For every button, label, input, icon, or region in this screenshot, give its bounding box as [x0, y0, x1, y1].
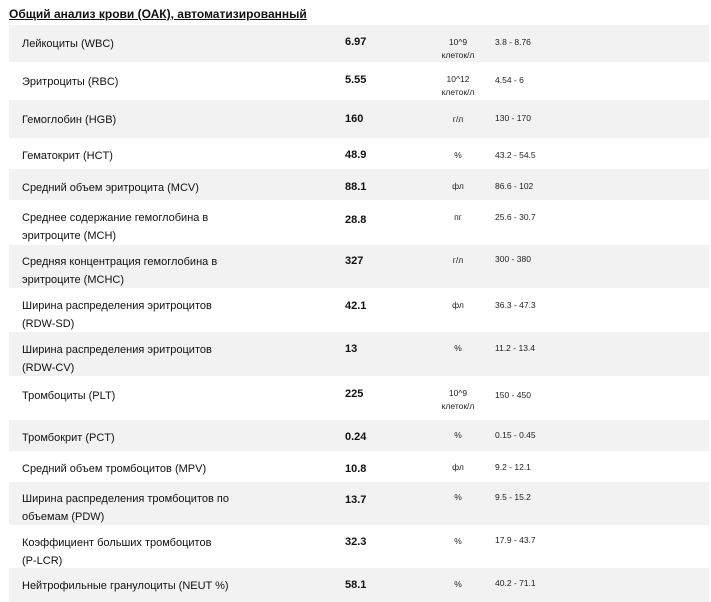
unit: фл — [452, 462, 464, 472]
table-row — [9, 525, 709, 568]
test-name: Лейкоциты (WBC) — [22, 38, 114, 50]
test-name: Гематокрит (HCT) — [22, 150, 113, 162]
result-value: 0.24 — [345, 431, 367, 443]
test-name: Ширина распределения эритроцитов (RDW-CV) — [22, 344, 212, 374]
table-row — [9, 100, 709, 138]
unit: % — [454, 536, 462, 546]
result-value: 6.97 — [345, 36, 367, 48]
test-name: Эритроциты (RBC) — [22, 76, 119, 88]
table-row — [9, 376, 709, 420]
table-row — [9, 568, 709, 602]
table-row — [9, 138, 709, 169]
reference-range: 86.6 - 102 — [495, 181, 534, 191]
table-row — [9, 288, 709, 332]
report-title: Общий анализ крови (ОАК), автоматизированный — [9, 7, 307, 21]
test-name: Коэффициент больших тромбоцитов (P-LCR) — [22, 537, 212, 567]
reference-range: 43.2 - 54.5 — [495, 150, 536, 160]
result-value: 327 — [345, 255, 364, 267]
unit: фл — [452, 300, 464, 310]
table-row — [9, 25, 709, 62]
result-value: 13 — [345, 343, 358, 355]
unit: % — [454, 430, 462, 440]
reference-range: 17.9 - 43.7 — [495, 535, 536, 545]
reference-range: 9.5 - 15.2 — [495, 492, 531, 502]
table-row — [9, 482, 709, 525]
reference-range: 0.15 - 0.45 — [495, 430, 536, 440]
result-value: 32.3 — [345, 536, 367, 548]
result-value: 28.8 — [345, 214, 367, 226]
result-value: 5.55 — [345, 74, 367, 86]
test-name: Тромбоциты (PLT) — [22, 390, 116, 402]
result-value: 42.1 — [345, 300, 367, 312]
table-row — [9, 451, 709, 482]
unit: фл — [452, 181, 464, 191]
unit: 10^9 клеток/л — [441, 37, 475, 60]
reference-range: 300 - 380 — [495, 254, 531, 264]
reference-range: 4.54 - 6 — [495, 75, 524, 85]
test-name: Ширина распределения эритроцитов (RDW-SD) — [22, 300, 212, 330]
test-name: Средняя концентрация гемоглобина в эритроците (MCHC) — [22, 256, 218, 286]
test-name: Гемоглобин (HGB) — [22, 114, 117, 126]
table-row — [9, 245, 709, 288]
table-row — [9, 420, 709, 451]
reference-range: 130 - 170 — [495, 113, 531, 123]
result-value: 225 — [345, 388, 364, 400]
unit: 10^12 клеток/л — [441, 74, 475, 97]
result-value: 13.7 — [345, 494, 367, 506]
table-row — [9, 169, 709, 200]
test-name: Средний объем тромбоцитов (MPV) — [22, 463, 207, 475]
result-value: 10.8 — [345, 463, 367, 475]
results-table — [9, 25, 709, 602]
unit: 10^9 клеток/л — [441, 388, 475, 411]
table-row — [9, 62, 709, 100]
unit: % — [454, 150, 462, 160]
result-value: 58.1 — [345, 579, 367, 591]
reference-range: 3.8 - 8.76 — [495, 37, 531, 47]
reference-range: 150 - 450 — [495, 390, 531, 400]
unit: пг — [454, 212, 462, 222]
reference-range: 11.2 - 13.4 — [495, 343, 536, 353]
unit: % — [454, 492, 462, 502]
test-name: Нейтрофильные гранулоциты (NEUT %) — [22, 580, 229, 592]
reference-range: 9.2 - 12.1 — [495, 462, 531, 472]
reference-range: 25.6 - 30.7 — [495, 212, 536, 222]
result-value: 160 — [345, 113, 364, 125]
result-value: 48.9 — [345, 149, 367, 161]
table-row — [9, 332, 709, 376]
reference-range: 40.2 - 71.1 — [495, 578, 536, 588]
unit: % — [454, 343, 462, 353]
unit: % — [454, 579, 462, 589]
unit: г/л — [452, 255, 464, 265]
unit: г/л — [452, 114, 464, 124]
test-name: Тромбокрит (PCT) — [22, 432, 115, 444]
reference-range: 36.3 - 47.3 — [495, 300, 536, 310]
test-name: Среднее содержание гемоглобина в эритроците (MCH) — [22, 212, 209, 242]
table-row — [9, 200, 709, 245]
result-value: 88.1 — [345, 181, 367, 193]
test-name: Ширина распределения тромбоцитов по объемам (PDW) — [22, 493, 229, 523]
test-name: Средний объем эритроцита (MCV) — [22, 182, 199, 194]
